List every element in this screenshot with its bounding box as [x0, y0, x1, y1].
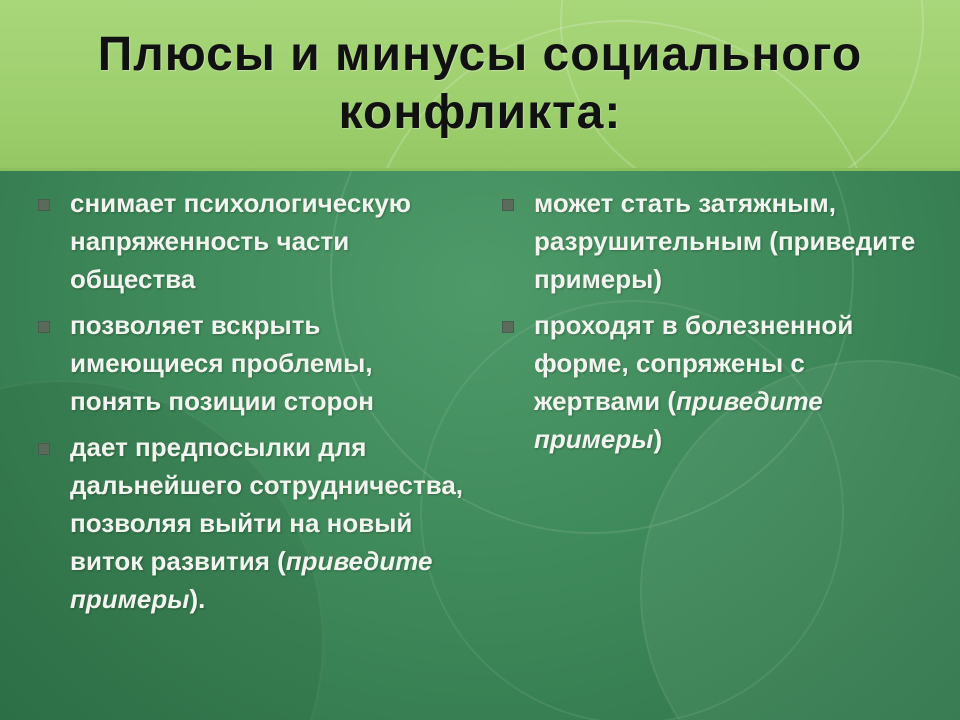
- item-text: снимает психологическую напряженность части общества: [70, 188, 411, 294]
- item-text-emphasis: приведите примеры: [534, 386, 823, 454]
- square-bullet-icon: [502, 199, 514, 211]
- item-text-end: ).: [189, 584, 206, 614]
- square-bullet-icon: [38, 443, 50, 455]
- item-text-emphasis: приведите примеры: [70, 546, 433, 614]
- title-line-2: конфликта:: [338, 86, 622, 139]
- item-text-end: ): [653, 424, 663, 454]
- item-text: [534, 306, 938, 458]
- list-item: [498, 184, 938, 298]
- item-text-main: проходят в болезненной форме, сопряжены с жертвами (: [534, 310, 854, 416]
- list-item: [34, 428, 464, 618]
- pros-column: [34, 184, 464, 626]
- slide-title: [0, 26, 960, 142]
- item-text: [70, 428, 464, 618]
- list-item: [34, 184, 464, 298]
- title-band: [0, 0, 960, 171]
- title-line-1: Плюсы и минусы социального: [97, 28, 863, 81]
- item-text: позволяет вскрыть имеющиеся проблемы, понять позиции сторон: [70, 310, 374, 416]
- list-item: [498, 306, 938, 458]
- cons-list: [498, 184, 938, 458]
- square-bullet-icon: [38, 321, 50, 333]
- square-bullet-icon: [502, 321, 514, 333]
- list-item: [34, 306, 464, 420]
- item-text: может стать затяжным, разрушительным (приведите примеры): [534, 188, 916, 294]
- cons-column: [498, 184, 938, 466]
- pros-list: [34, 184, 464, 618]
- square-bullet-icon: [38, 199, 50, 211]
- item-text-main: дает предпосылки для дальнейшего сотрудничества, позволяя выйти на новый виток развития (: [70, 432, 464, 576]
